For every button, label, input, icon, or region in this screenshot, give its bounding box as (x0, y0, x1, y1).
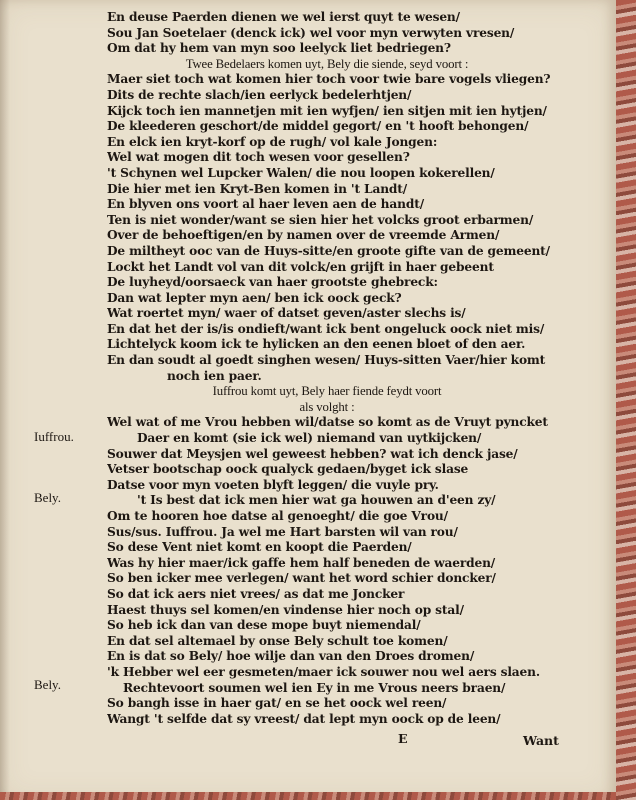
signature-mark: E (398, 731, 408, 746)
verse-line: Lockt het Landt vol van dit volck/en grijft in haer gebeent (107, 259, 494, 274)
verse-line: En dat het der is/is ondieft/want ick bent ongeluck oock niet mis/ (107, 321, 545, 336)
verse-line: Dits de rechte slach/ien eerlyck bedelerhtjen/ (107, 87, 412, 102)
verse-line: Sus/sus. Iuffrou. Ja wel me Hart barsten wil van rou/ (107, 524, 458, 539)
verse-line: Rechtevoort soumen wel ien Ey in me Vrous neers braen/ (123, 680, 506, 695)
verse-line: Wat roertet myn/ waer of datset geven/aster slechs is/ (107, 306, 466, 321)
verse-line: Iuffrou komt uyt, Bely haer fiende feydt voort (212, 384, 442, 399)
verse-line: Maer siet toch wat komen hier toch voor twie bare vogels vliegen? (107, 72, 551, 87)
verse-line: En is dat so Bely/ hoe wilje dan van den Droes dromen/ (107, 649, 475, 664)
verse-line: Kijck toch ien mannetjen mit ien wyfjen/ ien sitjen mit ien hytjen/ (107, 103, 547, 118)
speaker-label-iuffrou: Iuffrou. (34, 429, 74, 444)
verse-line: En blyven ons voort al haer leven aen de handt/ (107, 197, 425, 212)
verse-line: So bangh isse in haer gat/ en se het oock wel reen/ (107, 696, 447, 711)
verse-line: Die hier met ien Kryt-Ben komen in 't Landt/ (107, 181, 408, 196)
verse-line: So dat ick aers niet vrees/ as dat me Joncker (107, 586, 405, 601)
catchword: Want (523, 733, 559, 748)
verse-line: 'k Hebber wel eer gesmeten/maer ick souwer nou wel aers slaen. (107, 664, 540, 679)
page-edge-marbled (616, 0, 636, 800)
verse-line: De miltheyt ooc van de Huys-sitte/en groote gifte van de gemeent/ (107, 243, 550, 258)
verse-line: Ten is niet wonder/want se sien hier het volcks groot erbarmen/ (107, 212, 534, 227)
verse-line: De luyheyd/oorsaeck van haer grootste ghebreck: (107, 275, 438, 290)
speaker-label-bely: Bely. (34, 490, 61, 505)
verse-line: De kleederen geschort/de middel gegort/ en 't hooft behongen/ (107, 119, 529, 134)
verse-line: Over de behoeftigen/en by namen over de vreemde Armen/ (107, 228, 500, 243)
verse-line: als volght : (299, 399, 355, 414)
verse-line: Wangt 't selfde dat sy vreest/ dat lept myn oock op de leen/ (107, 711, 501, 726)
verse-line: So ben icker mee verlegen/ want het word schier doncker/ (107, 571, 496, 586)
verse-line: En deuse Paerden dienen we wel ierst quyt te wesen/ (107, 10, 460, 24)
verse-line: 't Schynen wel Lupcker Walen/ die nou loopen kokerellen/ (107, 165, 495, 180)
verse-line: Daer en komt (sie ick wel) niemand van uytkijcken/ (137, 431, 482, 446)
verse-text-block (107, 10, 577, 727)
verse-line: Haest thuys sel komen/en vindense hier noch op stal/ (107, 602, 464, 617)
verse-line: So heb ick dan van dese mope buyt niemendal/ (107, 618, 421, 633)
verse-line: Wel wat of me Vrou hebben wil/datse so komt as de Vruyt pyncket (107, 415, 548, 430)
verse-line: Lichtelyck koom ick te hylicken an den eenen bloet of den aer. (107, 337, 526, 352)
page-bottom-edge (0, 792, 616, 800)
verse-line: Souwer dat Meysjen wel geweest hebben? wat ich denck jase/ (107, 446, 518, 461)
verse-line: En elck ien kryt-korf op de rugh/ vol kale Jongen: (107, 134, 438, 149)
verse-line: Was hy hier maer/ick gaffe hem half beneden de waerden/ (107, 555, 496, 570)
verse-line: Om dat hy hem van myn soo leelyck liet bedriegen? (107, 41, 451, 56)
verse-line: Dan wat lepter myn aen/ ben ick oock geck? (107, 290, 402, 305)
speaker-label-bely-2: Bely. (34, 677, 61, 692)
verse-line: Wel wat mogen dit toch wesen voor gesellen? (107, 150, 410, 165)
verse-line: So dese Vent niet komt en koopt die Paerden/ (107, 540, 412, 555)
verse-line: noch ien paer. (167, 368, 262, 383)
verse-line: 't Is best dat ick men hier wat ga houwen an d'een zy/ (137, 493, 496, 508)
verse-line: En dat sel altemael by onse Bely schult toe komen/ (107, 633, 448, 648)
verse-line: En dan soudt al goedt singhen wesen/ Huys-sitten Vaer/hier komt (107, 353, 546, 368)
verse-line: Twee Bedelaers komen uyt, Bely die siende, seyd voort : (185, 56, 469, 71)
gutter-shadow (0, 0, 10, 800)
verse-line: Datse voor myn voeten blyft leggen/ die vuyle pry. (107, 477, 439, 492)
verse-line: Vetser bootschap oock qualyck gedaen/byget ick slase (107, 462, 469, 477)
verse-line: Om te hooren hoe datse al genoeght/ die goe Vrou/ (107, 509, 448, 523)
verse-line: Sou Jan Soetelaer (denck ick) wel voor myn verwyten vresen/ (107, 25, 515, 40)
